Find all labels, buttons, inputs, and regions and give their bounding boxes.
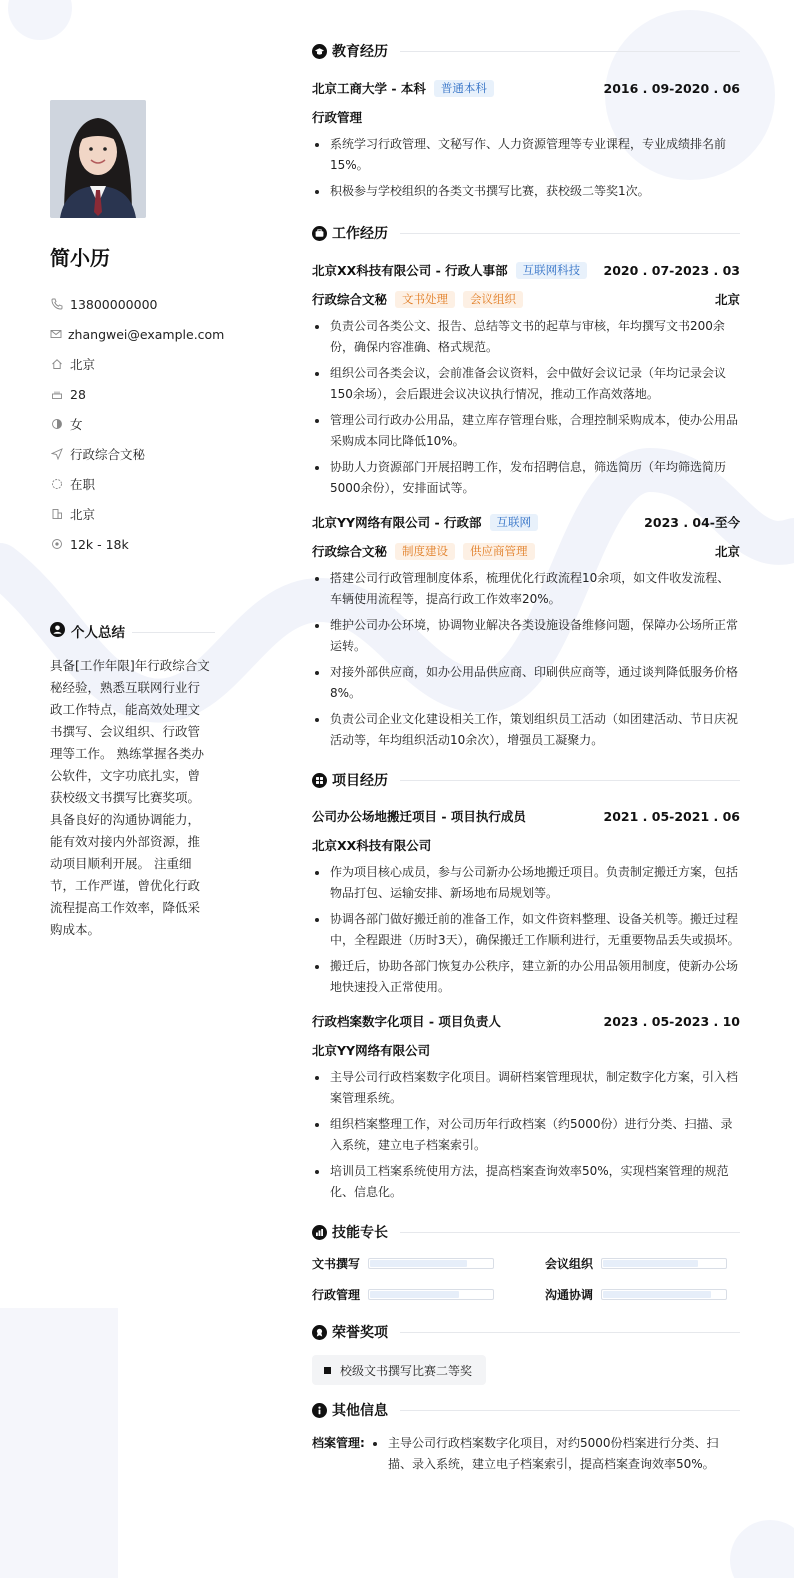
- job-bullets: [312, 316, 740, 499]
- projects-section-header: [312, 769, 740, 791]
- education-title: 教育经历: [332, 44, 388, 60]
- info-age: 28: [50, 379, 215, 409]
- other-info-row: [312, 1433, 740, 1480]
- section-divider: [400, 1232, 740, 1233]
- list-item: 积极参与学校组织的各类文书撰写比赛，获校级二等奖1次。: [312, 181, 740, 202]
- job-date: 2023 . 04-至今: [644, 515, 740, 530]
- education-section-header: [312, 40, 740, 62]
- project-name: 行政档案数字化项目 - 项目负责人: [312, 1014, 501, 1029]
- project-date: 2023 . 05-2023 . 10: [603, 1013, 740, 1029]
- honors-title: 荣誉奖项: [332, 1325, 388, 1341]
- status-icon: [50, 477, 64, 491]
- salary-icon: [50, 537, 64, 551]
- skill-tag: 制度建设: [395, 543, 455, 560]
- skill-bar-fill: [370, 1291, 459, 1298]
- work-section-header: [312, 222, 740, 244]
- info-position: 行政综合文秘: [50, 439, 215, 469]
- list-item: 系统学习行政管理、文秘写作、人力资源管理等专业课程，专业成绩排名前15%。: [312, 134, 740, 176]
- bar-chart-icon: [312, 1225, 327, 1240]
- other-title: 其他信息: [332, 1403, 388, 1419]
- degree-tag: 普通本科: [434, 80, 494, 97]
- info-salary: 12k - 18k: [50, 529, 215, 559]
- school-name: 北京工商大学 - 本科: [312, 81, 426, 96]
- section-divider: [400, 1410, 740, 1411]
- main-column: [312, 40, 740, 1480]
- summary-text: 具备[工作年限]年行政综合文秘经验，熟悉互联网行业行政工作特点，能高效处理文书撰写、会议组织、行政管理等工作。 熟练掌握各类办公软件，文字功底扎实，曾获校级文书撰写比赛奖项。 具备良好的沟通协调能力，能有效对接内外部资源，推动项目顺利开展。 注重细节，工作严谨，曾优化行政流程提高工作效率，降低采购成本。: [50, 658, 210, 937]
- building-icon: [50, 507, 64, 521]
- mail-icon: [50, 327, 62, 341]
- skills-grid: [312, 1254, 740, 1303]
- profile-column: [50, 100, 225, 559]
- person-name: 简小历: [50, 246, 110, 270]
- section-divider: [400, 51, 740, 52]
- skill-item: 文书撰写: [312, 1254, 507, 1272]
- phone-icon: [50, 297, 64, 311]
- list-item: 对接外部供应商，如办公用品供应商、印刷供应商等，通过谈判降低服务价格8%。: [312, 662, 740, 704]
- skill-bar-fill: [603, 1291, 711, 1298]
- skill-tag: 会议组织: [463, 291, 523, 308]
- list-item: 主导公司行政档案数字化项目。调研档案管理现状，制定数字化方案，引入档案管理系统。: [312, 1067, 740, 1109]
- major: 行政管理: [312, 110, 363, 125]
- skill-bar: [368, 1258, 494, 1269]
- job-entry: [312, 259, 740, 499]
- project-org: 北京YY网络有限公司: [312, 1043, 431, 1058]
- skill-tag: 文书处理: [395, 291, 455, 308]
- list-item: 组织公司各类会议，会前准备会议资料，会中做好会议记录（年均记录会议150余场），会后跟进会议决议执行情况，推动工作高效落地。: [312, 363, 740, 405]
- info-phone: 13800000000: [50, 289, 215, 319]
- other-label: 档案管理:: [312, 1436, 365, 1450]
- avatar: [50, 100, 146, 218]
- info-gender: 女: [50, 409, 215, 439]
- info-city: 北京: [50, 499, 215, 529]
- summary-title: 个人总结: [71, 625, 125, 641]
- skill-bar: [601, 1258, 727, 1269]
- skill-bar-fill: [603, 1260, 698, 1267]
- honors-section-header: [312, 1321, 740, 1343]
- education-bullets: [312, 134, 740, 202]
- project-date: 2021 . 05-2021 . 06: [603, 808, 740, 824]
- skill-bar: [601, 1289, 727, 1300]
- summary-divider: [132, 632, 215, 633]
- job-bullets: [312, 568, 740, 751]
- info-status: 在职: [50, 469, 215, 499]
- skills-section-header: [312, 1221, 740, 1243]
- job-entry: [312, 511, 740, 751]
- graduation-cap-icon: [312, 44, 327, 59]
- skill-item: 沟通协调: [545, 1285, 740, 1303]
- list-item: 协助人力资源部门开展招聘工作，发布招聘信息，筛选简历（年均筛选简历5000余份），安排面试等。: [312, 457, 740, 499]
- list-item: 组织档案整理工作，对公司历年行政档案（约5000份）进行分类、扫描、录入系统，建立电子档案索引。: [312, 1114, 740, 1156]
- job-city: 北京: [714, 292, 740, 307]
- project-bullets: [312, 862, 740, 998]
- square-bullet-icon: [324, 1367, 331, 1374]
- list-item: 主导公司行政档案数字化项目，对约5000份档案进行分类、扫描、录入系统，建立电子档案索引，提高档案查询效率50%。: [370, 1433, 740, 1475]
- job-date: 2020 . 07-2023 . 03: [603, 262, 740, 278]
- industry-tag: 互联网科技: [516, 262, 588, 279]
- company-name: 北京YY网络有限公司 - 行政部: [312, 515, 482, 530]
- job-position: 行政综合文秘: [312, 292, 388, 307]
- grid-icon: [312, 773, 327, 788]
- info-icon: [312, 1403, 327, 1418]
- industry-tag: 互联网: [490, 514, 539, 531]
- project-name: 公司办公场地搬迁项目 - 项目执行成员: [312, 809, 526, 824]
- list-item: 管理公司行政办公用品，建立库存管理台账，合理控制采购成本，使办公用品采购成本同比降低10%。: [312, 410, 740, 452]
- list-item: 协调各部门做好搬迁前的准备工作，如文件资料整理、设备关机等。搬迁过程中，全程跟进（历时3天），确保搬迁工作顺利进行，无重要物品丢失或损坏。: [312, 909, 740, 951]
- home-icon: [50, 357, 64, 371]
- send-icon: [50, 447, 64, 461]
- job-city: 北京: [714, 544, 740, 559]
- project-entry: [312, 1010, 740, 1203]
- age-icon: [50, 387, 64, 401]
- info-email: zhangwei@example.com: [50, 319, 215, 349]
- gender-icon: [50, 417, 64, 431]
- skills-title: 技能专长: [332, 1225, 388, 1241]
- project-entry: [312, 805, 740, 998]
- skill-item: 会议组织: [545, 1254, 740, 1272]
- skill-tag: 供应商管理: [463, 543, 535, 560]
- work-title: 工作经历: [332, 226, 388, 242]
- section-divider: [400, 1332, 740, 1333]
- user-circle-icon: [50, 622, 65, 641]
- education-date: 2016 . 09-2020 . 06: [603, 80, 740, 96]
- other-section-header: [312, 1399, 740, 1421]
- skill-bar-fill: [370, 1260, 467, 1267]
- list-item: 负责公司企业文化建设相关工作，策划组织员工活动（如团建活动、节日庆祝活动等，年均组织活动10余次），增强员工凝聚力。: [312, 709, 740, 751]
- section-divider: [400, 233, 740, 234]
- list-item: 搭建公司行政管理制度体系，梳理优化行政流程10余项，如文件收发流程、车辆使用流程等，提高行政工作效率20%。: [312, 568, 740, 610]
- list-item: 负责公司各类公文、报告、总结等文书的起草与审核，年均撰写文书200余份，确保内容准确、格式规范。: [312, 316, 740, 358]
- skill-bar: [368, 1289, 494, 1300]
- info-location: 北京: [50, 349, 215, 379]
- major-row: [312, 106, 740, 128]
- projects-title: 项目经历: [332, 773, 388, 789]
- list-item: 搬迁后，协助各部门恢复办公秩序，建立新的办公用品领用制度，使新办公场地快速投入正常使用。: [312, 956, 740, 998]
- job-position: 行政综合文秘: [312, 544, 388, 559]
- list-item: 培训员工档案系统使用方法，提高档案查询效率50%，实现档案管理的规范化、信息化。: [312, 1161, 740, 1203]
- summary-section-header: [50, 621, 215, 641]
- award-icon: [312, 1325, 327, 1340]
- project-bullets: [312, 1067, 740, 1203]
- award-item: 校级文书撰写比赛二等奖: [312, 1355, 486, 1385]
- list-item: 作为项目核心成员，参与公司新办公场地搬迁项目。负责制定搬迁方案，包括物品打包、运输安排、新场地布局规划等。: [312, 862, 740, 904]
- other-bullets: [370, 1433, 740, 1480]
- section-divider: [400, 780, 740, 781]
- company-name: 北京XX科技有限公司 - 行政人事部: [312, 263, 508, 278]
- list-item: 维护公司办公环境，协调物业解决各类设施设备维修问题，保障办公场所正常运转。: [312, 615, 740, 657]
- education-row: [312, 77, 740, 99]
- project-org: 北京XX科技有限公司: [312, 838, 432, 853]
- skill-item: 行政管理: [312, 1285, 507, 1303]
- briefcase-icon: [312, 226, 327, 241]
